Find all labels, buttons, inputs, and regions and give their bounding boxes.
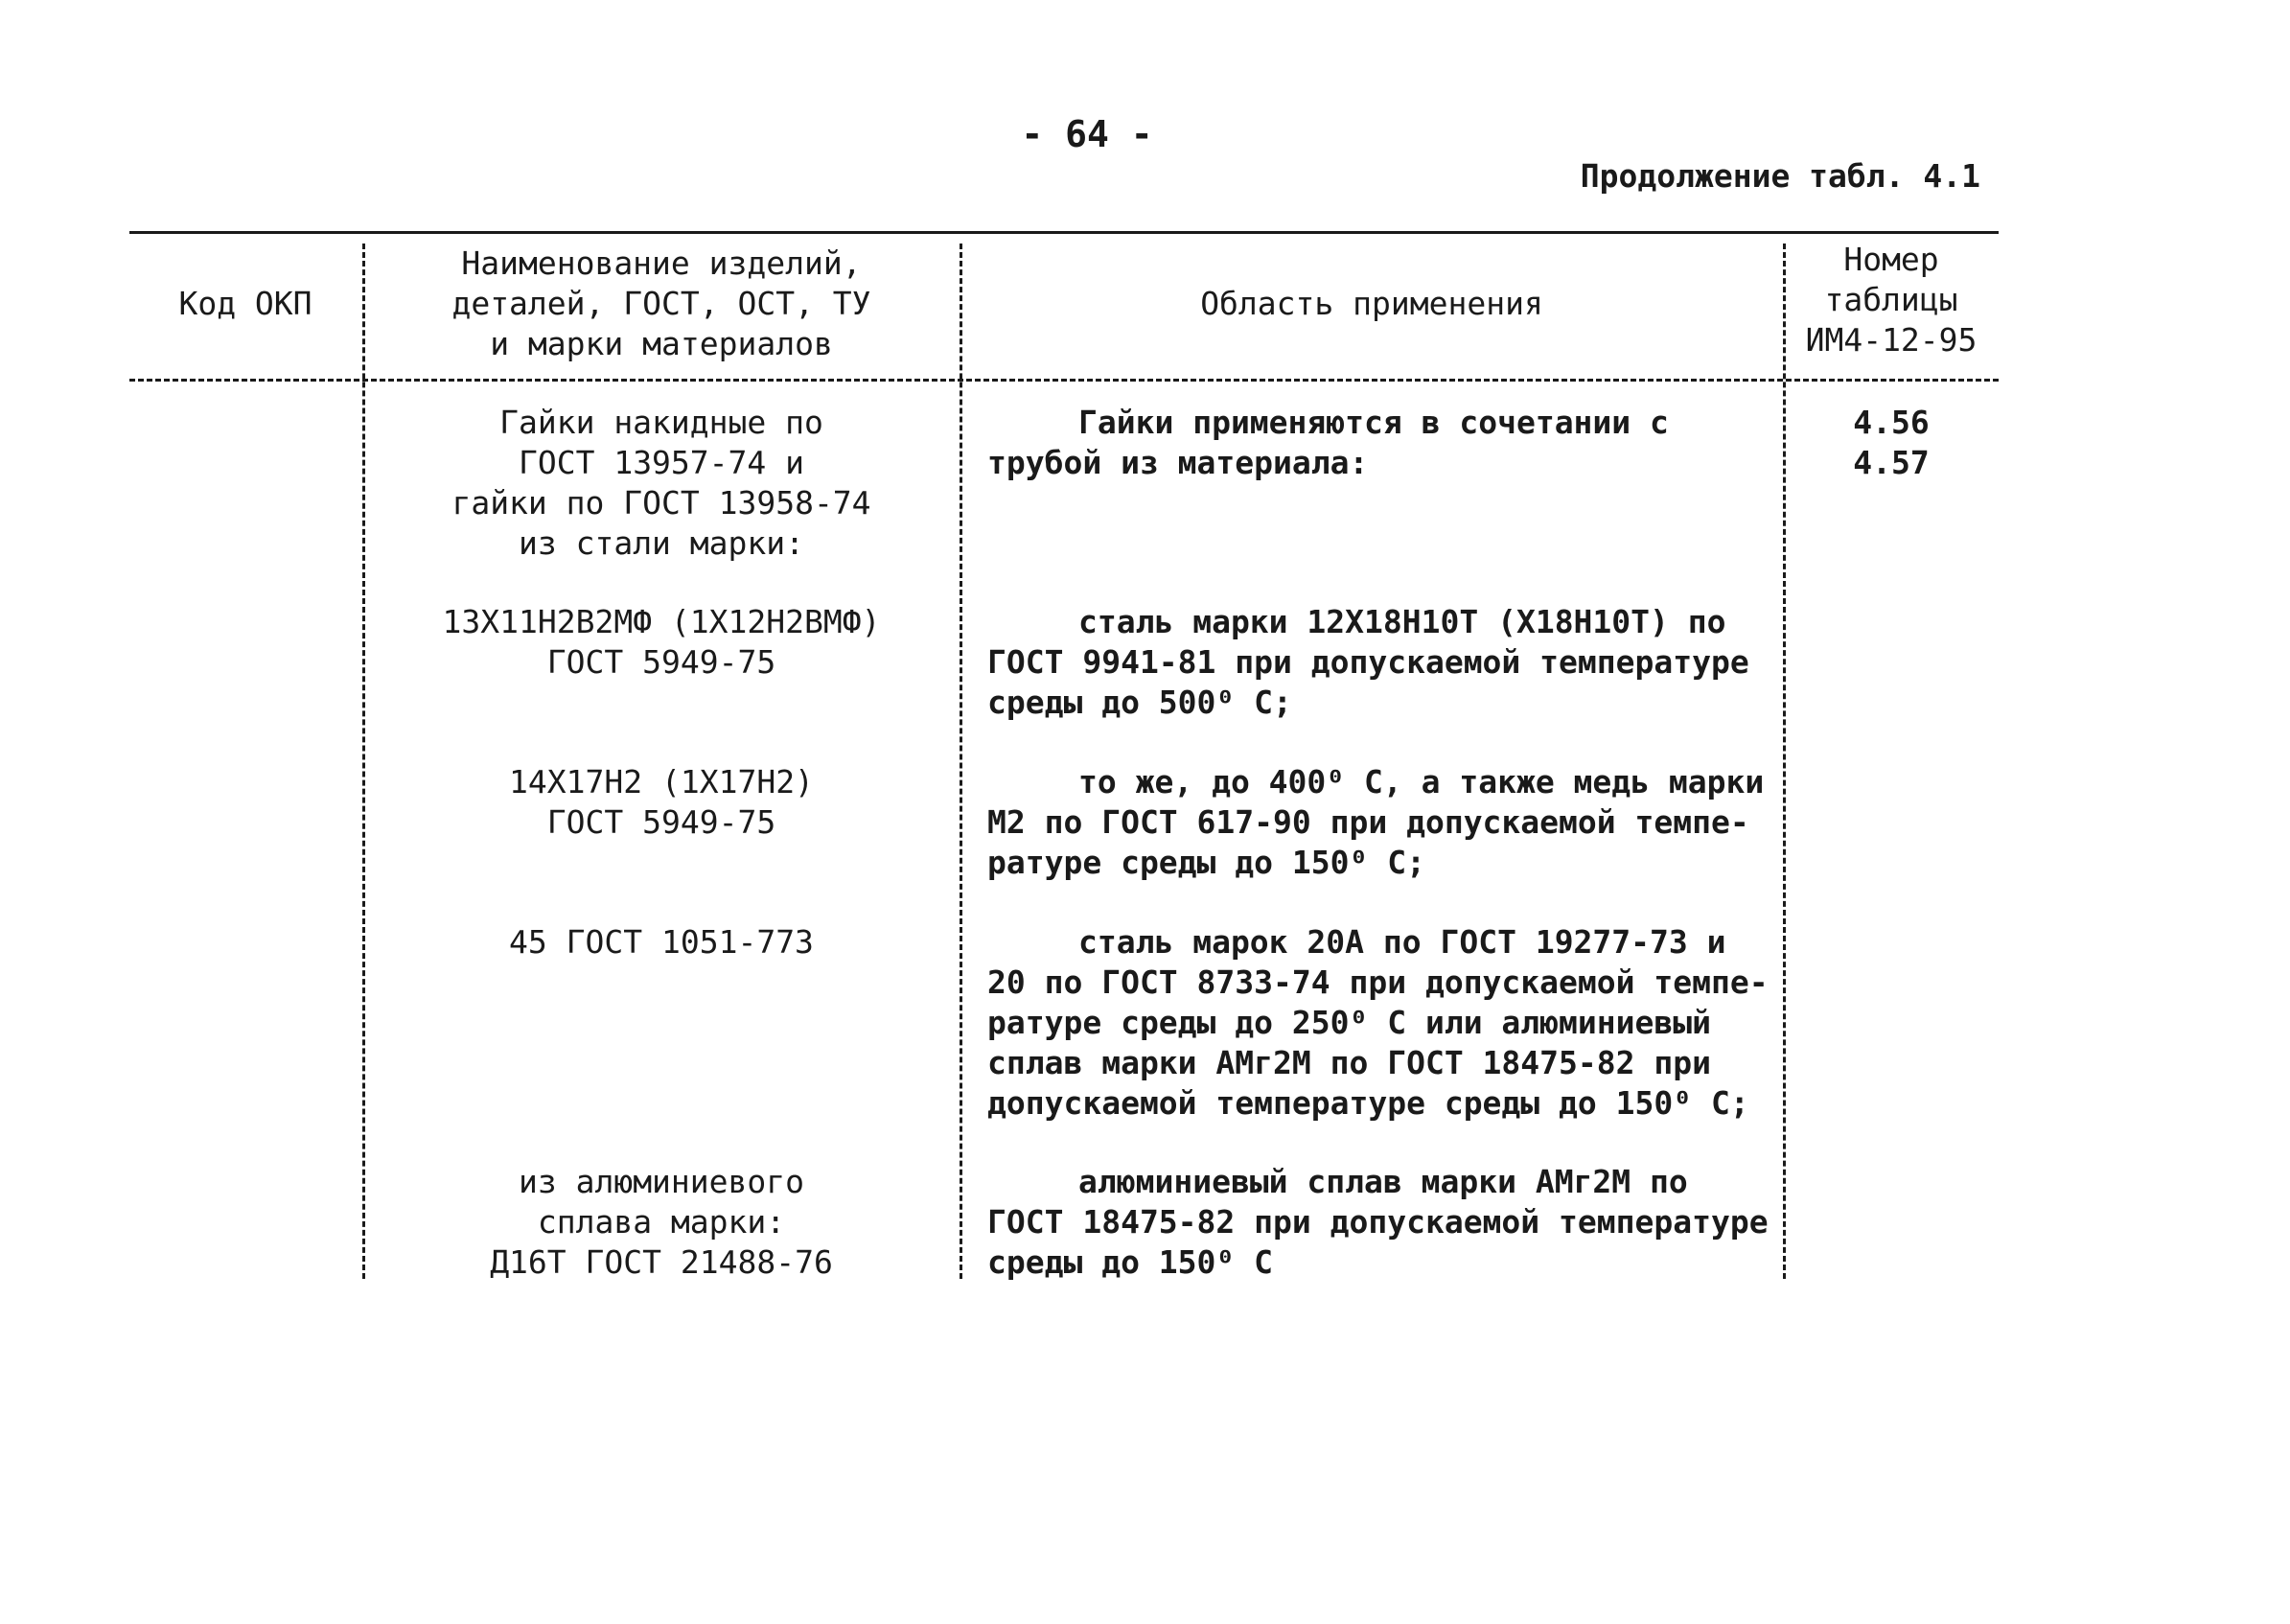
row-4-area: сталь марок 20А по ГОСТ 19277-73 и 20 по ГОСТ 8733-74 при допускаемой темпе- ратуре среды до 250⁰ С или алюминиевый сплав марки АМг2М по ГОСТ 18475-82 при допускаемой температуре среды до 150⁰ С; xyxy=(987,923,1769,1122)
row-4-name: 45 ГОСТ 1051-773 xyxy=(509,923,814,961)
column-divider-2 xyxy=(960,244,962,1279)
header-area: Область применения xyxy=(1200,285,1543,322)
row-1-table-number: 4.56 4.57 xyxy=(1853,404,1930,481)
header-table-number: Номер таблицы ИМ4-12-95 xyxy=(1805,241,1978,359)
row-3-name: 14Х17Н2 (1Х17Н2) ГОСТ 5949-75 xyxy=(509,763,814,841)
header-code: Код ОКП xyxy=(178,285,312,322)
row-1-name: Гайки накидные по ГОСТ 13957-74 и гайки по ГОСТ 13958-74 из стали марки: xyxy=(451,404,871,562)
table-continuation-label: Продолжение табл. 4.1 xyxy=(1580,157,1980,195)
row-1-area: Гайки применяются в сочетании с трубой из материала: xyxy=(987,404,1669,481)
row-5-name: из алюминиевого сплава марки: Д16Т ГОСТ 21488-76 xyxy=(490,1163,833,1281)
row-3-area: то же, до 400⁰ С, а также медь марки М2 по ГОСТ 617-90 при допускаемой темпе- ратуре среды до 150⁰ С; xyxy=(987,763,1765,881)
table-header-divider xyxy=(129,379,1999,382)
row-2-area: сталь марки 12Х18Н10Т (Х18Н10Т) по ГОСТ 9941-81 при допускаемой температуре среды до 500⁰ С; xyxy=(987,603,1749,721)
row-5-area: алюминиевый сплав марки АМг2М по ГОСТ 18475-82 при допускаемой температуре среды до 150⁰ С xyxy=(987,1163,1769,1281)
table-top-rule xyxy=(129,231,1999,234)
column-divider-3 xyxy=(1783,244,1786,1279)
row-2-name: 13Х11Н2В2МФ (1Х12Н2ВМФ) ГОСТ 5949-75 xyxy=(442,603,881,681)
page-number: - 64 - xyxy=(1021,113,1153,155)
header-name: Наименование изделий, деталей, ГОСТ, ОСТ, ТУ и марки материалов xyxy=(451,244,871,362)
column-divider-1 xyxy=(362,244,365,1279)
